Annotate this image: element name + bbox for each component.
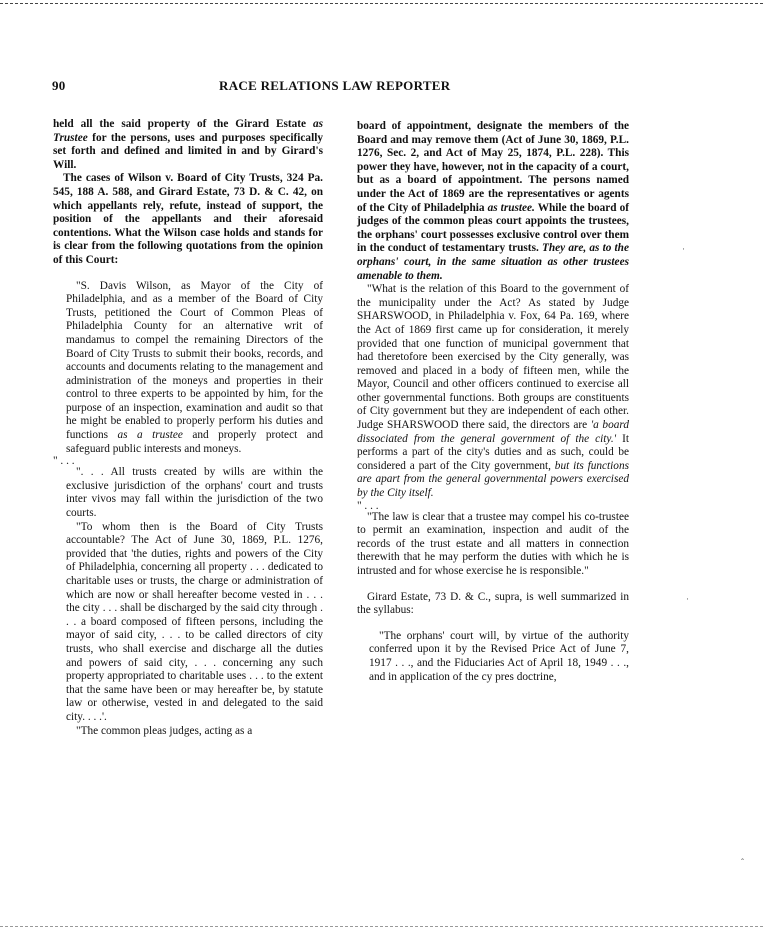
quotation: "S. Davis Wilson, as Mayor of the City of Philadelphia, and as a member of the Board of City Trusts, petitioned the Court of Common Pleas of Philadelphia County for an alternative writ of mandamus to compel the remaining Directors of the Board of City Trusts to submit their books, records, and accounts and documents relating to the management and administration of the moneys and properties in their control to three experts to be appointed by him, for the purpose of an inspection, examination and audit so that he might be enabled to properly perform his duties and functions as a trustee and properly protect and safeguard public interests and moneys. [66,279,323,455]
paragraph: "What is the relation of this Board to the government of the municipality under the Act? As stated by Judge SHARSWOOD, in Philadelphia v. Fox, 64 Pa. 169, where the Act of 1869 first came up for consideration, it merely provided that one function of municipal government that had theretofore been exercised by the City generally, was removed and placed in a body of fifteen men, while the Mayor, Council and other officers continued to exercise all other governmental functions. Both groups are constituents of City government but they are independent of each other. Judge SHARSWOOD there said, the directors are 'a board dissociated from the general government of the city.' It performs a part of the city's duties and as such, could be considered a part of the City government, but its functions are apart from the general governmental powers exercised by the City itself. [357,283,630,500]
quotation: "The common pleas judges, acting as a [76,724,253,737]
scan-speck: · [682,244,685,254]
page-number: 90 [52,78,66,93]
paragraph: held all the said property of the Girard Estate as Trustee for the persons, uses and purposes specifically set forth and defined and limited in and by Girard's Will. [53,118,323,171]
ellipsis: " . . . [53,455,75,468]
paragraph: "The orphans' court will, by virtue of the authority conferred upon it by the Revised Price Act of June 7, 1917 . . ., and the Fiduciaries Act of April 18, 1949 . . ., and in application of the cy pres doctrine, [369,629,629,683]
quotation: ". . . All trusts created by wills are within the exclusive jurisdiction of the orphans' court and trusts inter vivos may fall within the jurisdiction of the two courts. [66,466,323,520]
right-column [357,120,629,684]
page-header [52,78,713,94]
scan-speck: ˆ [741,857,744,867]
paragraph: "The law is clear that a trustee may compel his co-trustee to permit an examination, inspection and audit of the records of the trust estate and all matters in connection therewith that he may perform the duties with which he is intrusted and for whose exercise he is responsible." [357,510,629,577]
top-rule [0,3,763,4]
running-title: RACE RELATIONS LAW REPORTER [219,78,451,93]
left-column [53,118,323,738]
ellipsis: " . . . [357,499,379,512]
paragraph: board of appointment, designate the members of the Board and may remove them (Act of June 30, 1869, P.L. 1276, Sec. 2, and Act of May 25, 1874, P.L. 228). This power they have, however, not in the capacity of a court, but as a board of appointment. The persons named under the Act of 1869 are the representatives or agents of the City of Philadelphia as trustee. While the board of judges of the common pleas court appoints the trustees, the orphans' court possesses exclusive control over them in the conduct of testamentary trusts. They are, as to the orphans' court, in the same situation as other trustees amenable to them. [357,120,630,282]
bottom-rule [0,926,763,927]
paragraph: The cases of Wilson v. Board of City Trusts, 324 Pa. 545, 188 A. 588, and Girard Estate, 73 D. & C. 42, on which appellants rely, refute, instead of support, the position of the appellants and their aforesaid contentions. What the Wilson case holds and stands for is clear from the following quotations from the opinion of this Court: [53,172,323,266]
scan-speck: · [686,594,689,604]
quotation: "To whom then is the Board of City Trusts accountable? The Act of June 30, 1869, P.L. 1276, provided that 'the duties, rights and powers of the City of Philadelphia, concerning all property . . . dedicated to charitable uses or trusts, the charge or administration of which are now or shall hereafter become vested in . . . the city . . . shall be discharged by the said city through . . . a board composed of fifteen persons, including the mayor of said city, . . . to be called directors of city trusts, who shall exercise and discharge all the duties and powers of said city, . . . concerning any such property appropriated to charitable uses . . . to the extent that the same have been or may hereafter be, by statute law or otherwise, vested in and delegated to the said city. . . .'. [66,520,323,723]
paragraph: Girard Estate, 73 D. & C., supra, is well summarized in the syllabus: [357,590,629,617]
